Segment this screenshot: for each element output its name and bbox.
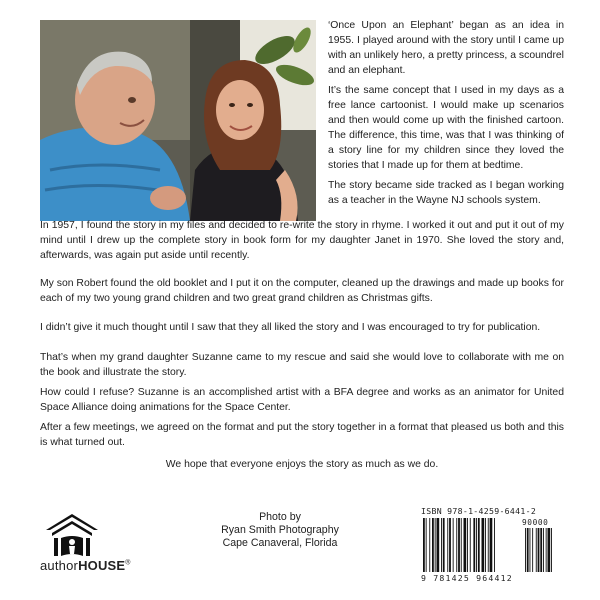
credit-line-2: Ryan Smith Photography — [221, 524, 339, 536]
isbn-text: ISBN 978-1-4259-6441-2 — [421, 506, 537, 516]
paragraph-robert: My son Robert found the old booklet and I put it on the computer, cleaned up the drawings and made up books for each of my two young grand children and two great grand children as Christmas gifts. — [40, 278, 564, 304]
paragraph-intro: ‘Once Upon an Elephant’ began as an idea in 1955. I played around with the story until I came up with an unlikely hero, a pretty princess, a scoundrel and an elephant. — [328, 20, 564, 76]
paragraph-cartoonist: It’s the same concept that I used in my days as a free lance cartoonist. I would make up scenarios and then would come up with the finished cartoon. The difference, this time, was that I was thinking of a story line for my children since they loved the stories that I made up for them at bedtime. — [328, 85, 564, 171]
paragraph-1957: In 1957, I found the story in my files and decided to re-write the story in rhyme. I worked it out and put it out of my mind until I drew up the complete story in book form for my daughter Janet in 1970. She loved the story and, afterwards, was again put aside until recently. — [40, 220, 564, 261]
paragraph-closing: We hope that everyone enjoys the story as much as we do. — [165, 459, 439, 470]
paragraph-refuse: How could I refuse? Suzanne is an accomplished artist with a BFA degree and works as an animator for United Space Alliance doing animations for the Space Center. — [40, 387, 564, 413]
ean-digits: 9 781425 964412 — [421, 573, 513, 583]
credit-line-1: Photo by — [259, 511, 301, 523]
photo-illustration — [40, 20, 316, 221]
photo-credit — [200, 511, 360, 550]
cover-photo — [40, 20, 316, 221]
credit-line-3: Cape Canaveral, Florida — [222, 537, 338, 549]
barcode-addon: 90000 — [522, 518, 549, 527]
paragraph-meetings: After a few meetings, we agreed on the format and put the story together in a format that pleased us both and this is what turned out. — [40, 422, 564, 448]
registered-mark: ® — [125, 559, 131, 567]
paragraph-suzanne: That’s when my grand daughter Suzanne came to my rescue and said she would love to collaborate with me on the book and illustrate the story. — [40, 352, 564, 378]
publisher-name-part2: HOUSE — [78, 558, 126, 573]
house-book-icon — [42, 512, 102, 558]
publisher-name-part1: author — [40, 558, 79, 573]
paragraph-teacher: The story became side tracked as I began working as a teacher in the Wayne NJ schools system. — [328, 180, 564, 206]
publisher-name — [40, 558, 131, 573]
paragraph-publication: I didn’t give it much thought until I saw that they all liked the story and I was encouraged to try for publication. — [40, 322, 541, 333]
